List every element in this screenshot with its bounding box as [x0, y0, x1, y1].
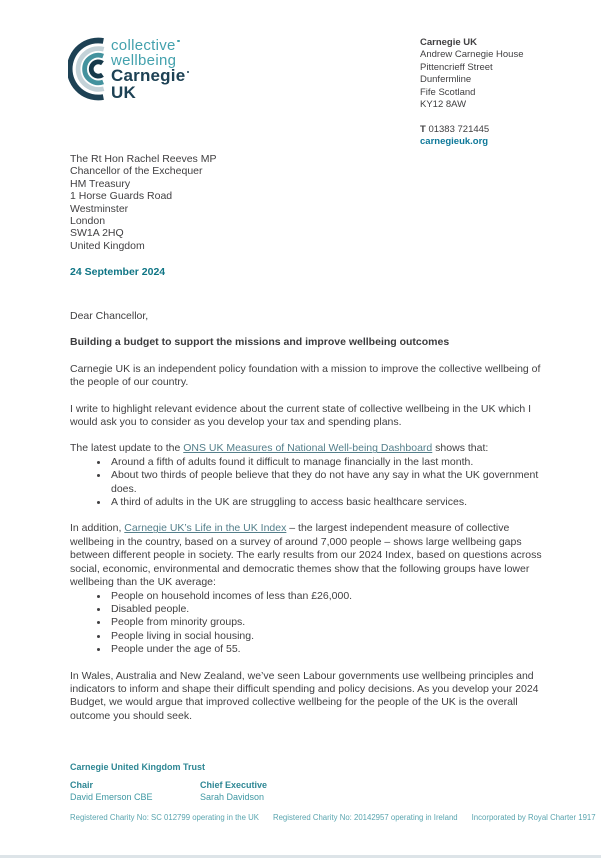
sender-address-line: Pittencrieff Street: [420, 61, 493, 73]
recipient-line: 1 Horse Guards Road: [70, 190, 173, 203]
letter-body: [70, 310, 546, 736]
logo-dot: [177, 40, 180, 43]
bullet-item: • A third of adults in the UK are struggling to access basic healthcare services.: [109, 496, 546, 509]
paragraph: I write to highlight relevant evidence about the current state of collective wellbeing in the UK which I would ask you to consider as you develop your tax and spending plans.: [70, 402, 532, 429]
chief-exec-label: Chief Executive: [200, 780, 268, 790]
recipient-line: Westminster: [70, 202, 129, 215]
subject-line: Building a budget to support the missions and improve wellbeing outcomes: [70, 336, 450, 349]
logo-word-carnegie: Carnegie: [111, 66, 186, 85]
royal-charter: Incorporated by Royal Charter 1917: [471, 813, 596, 822]
life-in-uk-index-link[interactable]: Carnegie UK’s Life in the UK Index: [124, 522, 287, 535]
logo-word-uk: UK: [111, 82, 136, 102]
carnegie-uk-logo: [68, 36, 189, 102]
logo-arcs-icon: [68, 36, 106, 102]
recipient-line: Chancellor of the Exchequer: [70, 165, 203, 178]
sender-address-line: Andrew Carnegie House: [420, 49, 524, 61]
sender-address-block: [420, 37, 524, 149]
chair-name: David Emerson CBE: [70, 792, 153, 802]
sender-website-link[interactable]: carnegieuk.org: [420, 136, 489, 148]
sender-address-line: Fife Scotland: [420, 86, 476, 98]
paragraph: In addition, Carnegie UK’s Life in the UK Index – the largest independent measure of collective wellbeing in the country, based on a survey of around 7,000 people – shows large wellbeing gaps between different people in society. The early results from our 2024 Index, based on questions across social, economic, environmental and democratic themes show that the following groups have lower wellbeing than the UK average:: [70, 522, 542, 589]
logo-word-wellbeing: wellbeing: [111, 52, 177, 69]
chair-label: Chair: [70, 780, 94, 790]
recipient-line: London: [70, 215, 106, 228]
salutation: Dear Chancellor,: [70, 310, 149, 322]
footer-people: [70, 779, 570, 803]
logo-dot: [187, 71, 190, 74]
paragraph: Carnegie UK is an independent policy foundation with a mission to improve the collective wellbeing of the people of our country.: [70, 362, 541, 389]
letter-date: 24 September 2024: [70, 266, 166, 278]
charity-ireland: Registered Charity No: 20142957 operating in Ireland: [272, 813, 458, 822]
bullet-item: • People from minority groups.: [109, 616, 546, 629]
bullet-item: • People under the age of 55.: [109, 643, 546, 656]
bullet-item: • About two thirds of people believe that they do not have any say in what the UK government does.: [109, 469, 546, 496]
logo-word-collective: collective: [111, 37, 176, 54]
recipient-address-block: [70, 153, 216, 252]
paragraph: The latest update to the ONS UK Measures of National Well-being Dashboard shows that:: [70, 442, 489, 455]
logo-wordmark: [111, 38, 189, 101]
bullet-list-groups: [70, 590, 546, 657]
recipient-line: United Kingdom: [70, 239, 145, 252]
ons-dashboard-link[interactable]: ONS UK Measures of National Well-being Dashboard: [183, 442, 433, 455]
sender-name: Carnegie UK: [420, 37, 478, 48]
bullet-item: • Disabled people.: [109, 603, 546, 616]
recipient-line: The Rt Hon Rachel Reeves MP: [70, 153, 217, 165]
recipient-line: HM Treasury: [70, 177, 131, 190]
sender-phone: T 01383 721445: [420, 123, 490, 135]
recipient-line: SW1A 2HQ: [70, 227, 124, 240]
registration-line: [70, 813, 596, 822]
footer-org-name: Carnegie United Kingdom Trust: [70, 762, 206, 772]
charity-uk: Registered Charity No: SC 012799 operating in the UK: [70, 813, 259, 822]
bullet-list-ons: [70, 456, 546, 510]
sender-address-line: KY12 8AW: [420, 99, 467, 111]
chief-exec-name: Sarah Davidson: [200, 792, 265, 802]
sender-address-line: Dunfermline: [420, 74, 472, 86]
bullet-item: • Around a fifth of adults found it difficult to manage financially in the last month.: [109, 456, 546, 469]
paragraph: In Wales, Australia and New Zealand, we’ve seen Labour governments use wellbeing principles and indicators to inform and shape their difficult spending and policy decisions. As you develop your 2024 Budget, we would argue that improved collective wellbeing for the people of the UK is the overall outcome you should seek.: [70, 669, 539, 722]
bullet-item: • People living in social housing.: [109, 630, 546, 643]
letter-footer: [70, 762, 596, 822]
bullet-item: • People on household incomes of less than £26,000.: [109, 590, 546, 603]
